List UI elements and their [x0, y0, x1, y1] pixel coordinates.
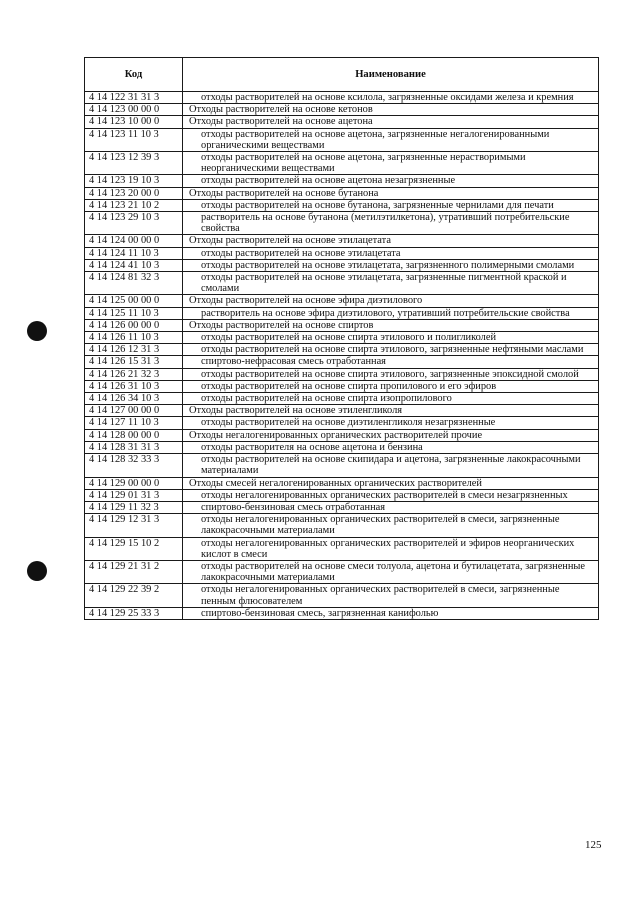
table-row — [85, 259, 599, 271]
column-header-name: Наименование — [183, 58, 599, 92]
table-row — [85, 319, 599, 331]
waste-name-cell: отходы растворителей на основе ксилола, загрязненные оксидами железа и кремния — [183, 92, 599, 104]
waste-code-cell: 4 14 129 01 31 3 — [85, 489, 183, 501]
table-row — [85, 199, 599, 211]
table-row — [85, 501, 599, 513]
waste-code-cell: 4 14 129 21 31 2 — [85, 560, 183, 583]
waste-code-cell: 4 14 123 20 00 0 — [85, 187, 183, 199]
table-row — [85, 514, 599, 537]
table-row — [85, 380, 599, 392]
table-row — [85, 152, 599, 175]
table-row — [85, 429, 599, 441]
waste-name-cell: отходы растворителей на основе спирта этилового и полигликолей — [183, 332, 599, 344]
table-row — [85, 393, 599, 405]
waste-name-cell: отходы растворителей на основе скипидара и ацетона, загрязненные лакокрасочными материалами — [183, 454, 599, 477]
table-row — [85, 92, 599, 104]
waste-code-cell: 4 14 124 11 10 3 — [85, 247, 183, 259]
table-row — [85, 441, 599, 453]
waste-name-cell: Отходы смесей негалогенированных органических растворителей — [183, 477, 599, 489]
table-row — [85, 477, 599, 489]
waste-name-cell: отходы растворителей на основе спирта этилового, загрязненные нефтяными маслами — [183, 344, 599, 356]
waste-code-cell: 4 14 124 00 00 0 — [85, 235, 183, 247]
waste-code-cell: 4 14 123 12 39 3 — [85, 152, 183, 175]
table-row — [85, 607, 599, 619]
waste-name-cell: отходы растворителей на основе этилацетата, загрязненного полимерными смолами — [183, 259, 599, 271]
table-row — [85, 560, 599, 583]
waste-code-cell: 4 14 126 11 10 3 — [85, 332, 183, 344]
waste-code-cell: 4 14 129 25 33 3 — [85, 607, 183, 619]
table-row — [85, 128, 599, 151]
waste-code-cell: 4 14 128 32 33 3 — [85, 454, 183, 477]
column-header-code: Код — [85, 58, 183, 92]
table-row — [85, 368, 599, 380]
waste-name-cell: отходы растворителей на основе ацетона незагрязненные — [183, 175, 599, 187]
table-row — [85, 332, 599, 344]
waste-name-cell: спиртово-бензиновая смесь отработанная — [183, 501, 599, 513]
waste-name-cell: Отходы растворителей на основе этиленгликоля — [183, 405, 599, 417]
waste-code-cell: 4 14 126 12 31 3 — [85, 344, 183, 356]
table-row — [85, 272, 599, 295]
waste-name-cell: Отходы растворителей на основе ацетона — [183, 116, 599, 128]
waste-code-cell: 4 14 123 21 10 2 — [85, 199, 183, 211]
waste-code-cell: 4 14 123 00 00 0 — [85, 104, 183, 116]
table-body — [85, 92, 599, 620]
waste-name-cell: отходы растворителей на основе спирта пропилового и его эфиров — [183, 380, 599, 392]
waste-name-cell: растворитель на основе эфира диэтилового, утративший потребительские свойства — [183, 307, 599, 319]
waste-code-cell: 4 14 129 11 32 3 — [85, 501, 183, 513]
waste-name-cell: спиртово-бензиновая смесь, загрязненная канифолью — [183, 607, 599, 619]
waste-name-cell: отходы растворителей на основе спирта этилового, загрязненные эпоксидной смолой — [183, 368, 599, 380]
waste-code-cell: 4 14 126 00 00 0 — [85, 319, 183, 331]
punch-hole — [27, 561, 47, 581]
waste-name-cell: Отходы растворителей на основе кетонов — [183, 104, 599, 116]
waste-code-table — [84, 57, 599, 620]
waste-name-cell: отходы растворителей на основе ацетона, загрязненные негалогенированными органическими веществами — [183, 128, 599, 151]
waste-code-cell: 4 14 124 81 32 3 — [85, 272, 183, 295]
waste-code-cell: 4 14 123 10 00 0 — [85, 116, 183, 128]
waste-name-cell: Отходы растворителей на основе этилацетата — [183, 235, 599, 247]
waste-name-cell: отходы негалогенированных органических растворителей в смеси незагрязненных — [183, 489, 599, 501]
waste-code-cell: 4 14 126 15 31 3 — [85, 356, 183, 368]
table-row — [85, 584, 599, 607]
waste-code-cell: 4 14 123 11 10 3 — [85, 128, 183, 151]
waste-name-cell: отходы растворителей на основе бутанона, загрязненные чернилами для печати — [183, 199, 599, 211]
waste-code-cell: 4 14 126 34 10 3 — [85, 393, 183, 405]
waste-code-cell: 4 14 129 00 00 0 — [85, 477, 183, 489]
table-row — [85, 295, 599, 307]
table-row — [85, 212, 599, 235]
table-row — [85, 116, 599, 128]
waste-code-cell: 4 14 127 11 10 3 — [85, 417, 183, 429]
table-row — [85, 187, 599, 199]
table-row — [85, 454, 599, 477]
waste-code-cell: 4 14 123 19 10 3 — [85, 175, 183, 187]
waste-name-cell: растворитель на основе бутанона (метилэтилкетона), утративший потребительские свойства — [183, 212, 599, 235]
waste-name-cell: отходы негалогенированных органических растворителей и эфиров неорганических кислот в смеси — [183, 537, 599, 560]
table-row — [85, 104, 599, 116]
table-row — [85, 405, 599, 417]
waste-code-cell: 4 14 124 41 10 3 — [85, 259, 183, 271]
waste-name-cell: Отходы растворителей на основе спиртов — [183, 319, 599, 331]
waste-name-cell: отходы растворителей на основе спирта изопропилового — [183, 393, 599, 405]
table-row — [85, 489, 599, 501]
waste-name-cell: Отходы негалогенированных органических растворителей прочие — [183, 429, 599, 441]
waste-name-cell: отходы растворителя на основе ацетона и бензина — [183, 441, 599, 453]
page-number: 125 — [585, 839, 602, 851]
table-row — [85, 247, 599, 259]
table-row — [85, 307, 599, 319]
waste-code-cell: 4 14 125 11 10 3 — [85, 307, 183, 319]
waste-name-cell: Отходы растворителей на основе эфира диэтилового — [183, 295, 599, 307]
waste-name-cell: отходы растворителей на основе этилацетата, загрязненные пигментной краской и смолами — [183, 272, 599, 295]
waste-code-cell: 4 14 122 31 31 3 — [85, 92, 183, 104]
table-row — [85, 537, 599, 560]
waste-name-cell: отходы негалогенированных органических растворителей в смеси, загрязненные лакокрасочными материалами — [183, 514, 599, 537]
waste-name-cell: отходы растворителей на основе ацетона, загрязненные нерастворимыми неорганическими веществами — [183, 152, 599, 175]
waste-name-cell: отходы негалогенированных органических растворителей в смеси, загрязненные пенным флюсователем — [183, 584, 599, 607]
waste-code-cell: 4 14 129 22 39 2 — [85, 584, 183, 607]
waste-code-cell: 4 14 129 15 10 2 — [85, 537, 183, 560]
waste-code-cell: 4 14 125 00 00 0 — [85, 295, 183, 307]
waste-code-cell: 4 14 128 00 00 0 — [85, 429, 183, 441]
punch-hole — [27, 321, 47, 341]
table-row — [85, 417, 599, 429]
table-row — [85, 175, 599, 187]
waste-name-cell: Отходы растворителей на основе бутанона — [183, 187, 599, 199]
table-row — [85, 356, 599, 368]
waste-code-cell: 4 14 123 29 10 3 — [85, 212, 183, 235]
waste-code-cell: 4 14 129 12 31 3 — [85, 514, 183, 537]
table-row — [85, 235, 599, 247]
waste-name-cell: спиртово-нефрасовая смесь отработанная — [183, 356, 599, 368]
waste-code-cell: 4 14 126 21 32 3 — [85, 368, 183, 380]
waste-name-cell: отходы растворителей на основе этилацетата — [183, 247, 599, 259]
waste-code-cell: 4 14 127 00 00 0 — [85, 405, 183, 417]
waste-name-cell: отходы растворителей на основе диэтиленгликоля незагрязненные — [183, 417, 599, 429]
waste-name-cell: отходы растворителей на основе смеси толуола, ацетона и бутилацетата, загрязненные лакокрасочными материалами — [183, 560, 599, 583]
waste-code-cell: 4 14 128 31 31 3 — [85, 441, 183, 453]
waste-code-cell: 4 14 126 31 10 3 — [85, 380, 183, 392]
table-header-row — [85, 58, 599, 92]
table-row — [85, 344, 599, 356]
